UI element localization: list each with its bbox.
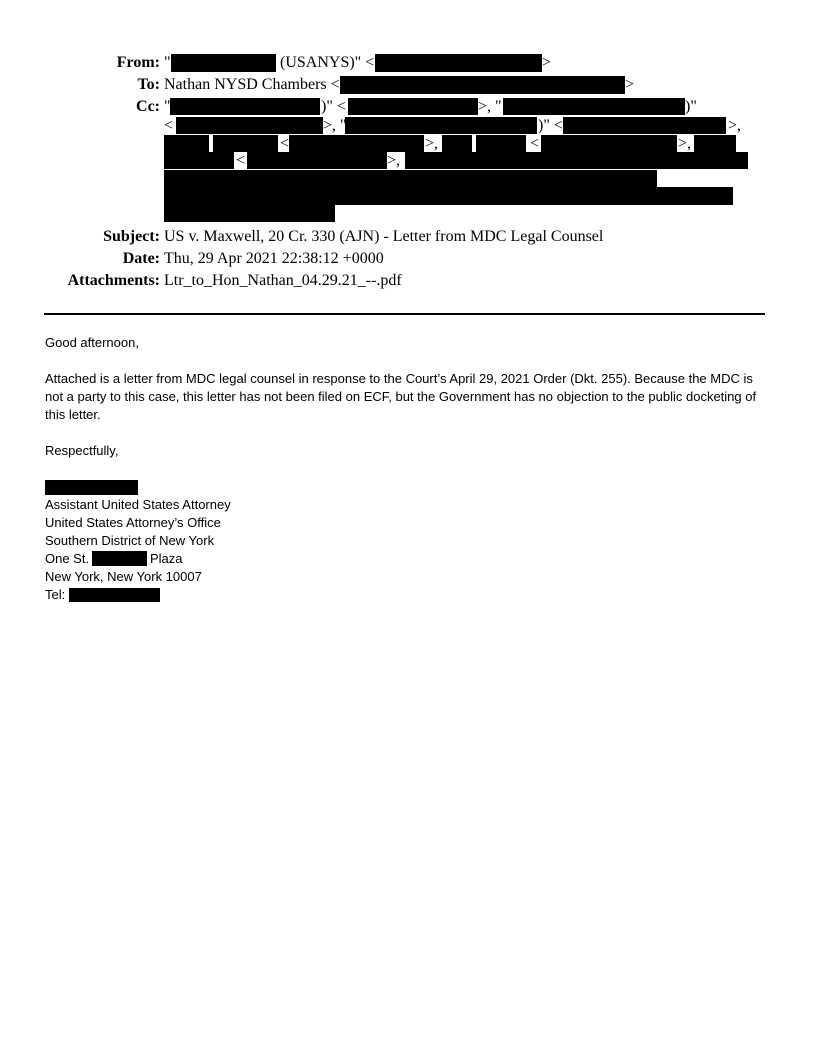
redaction-signature-name: [45, 480, 138, 495]
subject-label: Subject:: [103, 228, 160, 245]
closing: Respectfully,: [45, 443, 119, 458]
from-close: >: [542, 54, 552, 71]
to-label: To:: [137, 76, 160, 93]
signature-address-prefix: One St.: [45, 551, 90, 566]
signature-office: United States Attorney’s Office: [45, 515, 221, 530]
header-divider: [44, 313, 765, 315]
subject-value: US v. Maxwell, 20 Cr. 330 (AJN) - Letter from MDC Legal Counsel: [164, 228, 604, 245]
from-quote: ": [164, 54, 171, 71]
subject-row: [0, 226, 816, 248]
body-paragraph: Attached is a letter from MDC legal counsel in response to the Court’s April 29, 2021 Order (Dkt. 255). Because the MDC is not a party to this case, this letter has not been filed on ECF, but the Government has no objection to the public docketing of this letter.: [45, 371, 757, 422]
signature-district: Southern District of New York: [45, 533, 215, 548]
to-value: Nathan NYSD Chambers <: [164, 76, 340, 93]
signature-city: New York, New York 10007: [45, 569, 202, 584]
redaction-phone: [69, 588, 160, 602]
from-label: From:: [116, 54, 160, 71]
greeting: Good afternoon,: [45, 335, 139, 350]
date-value: Thu, 29 Apr 2021 22:38:12 +0000: [164, 250, 384, 267]
cc-punctuation: " )" < >, " )" < >, " )" < >, < >, < >, < >,: [164, 98, 742, 169]
attachments-label: Attachments:: [67, 272, 160, 289]
signature-tel-label: Tel:: [45, 587, 66, 602]
cc-label: Cc:: [136, 98, 160, 115]
signature-title: Assistant United States Attorney: [45, 497, 231, 512]
date-row: [0, 248, 816, 270]
date-label: Date:: [122, 250, 160, 267]
attachments-row: [0, 270, 816, 292]
signature-address-suffix: Plaza: [150, 551, 183, 566]
redaction-address: [92, 551, 147, 566]
attachment-link[interactable]: Ltr_to_Hon_Nathan_04.29.21_--.pdf: [164, 272, 402, 289]
to-close: >: [625, 76, 635, 93]
from-org: (USANYS)" <: [280, 54, 375, 71]
